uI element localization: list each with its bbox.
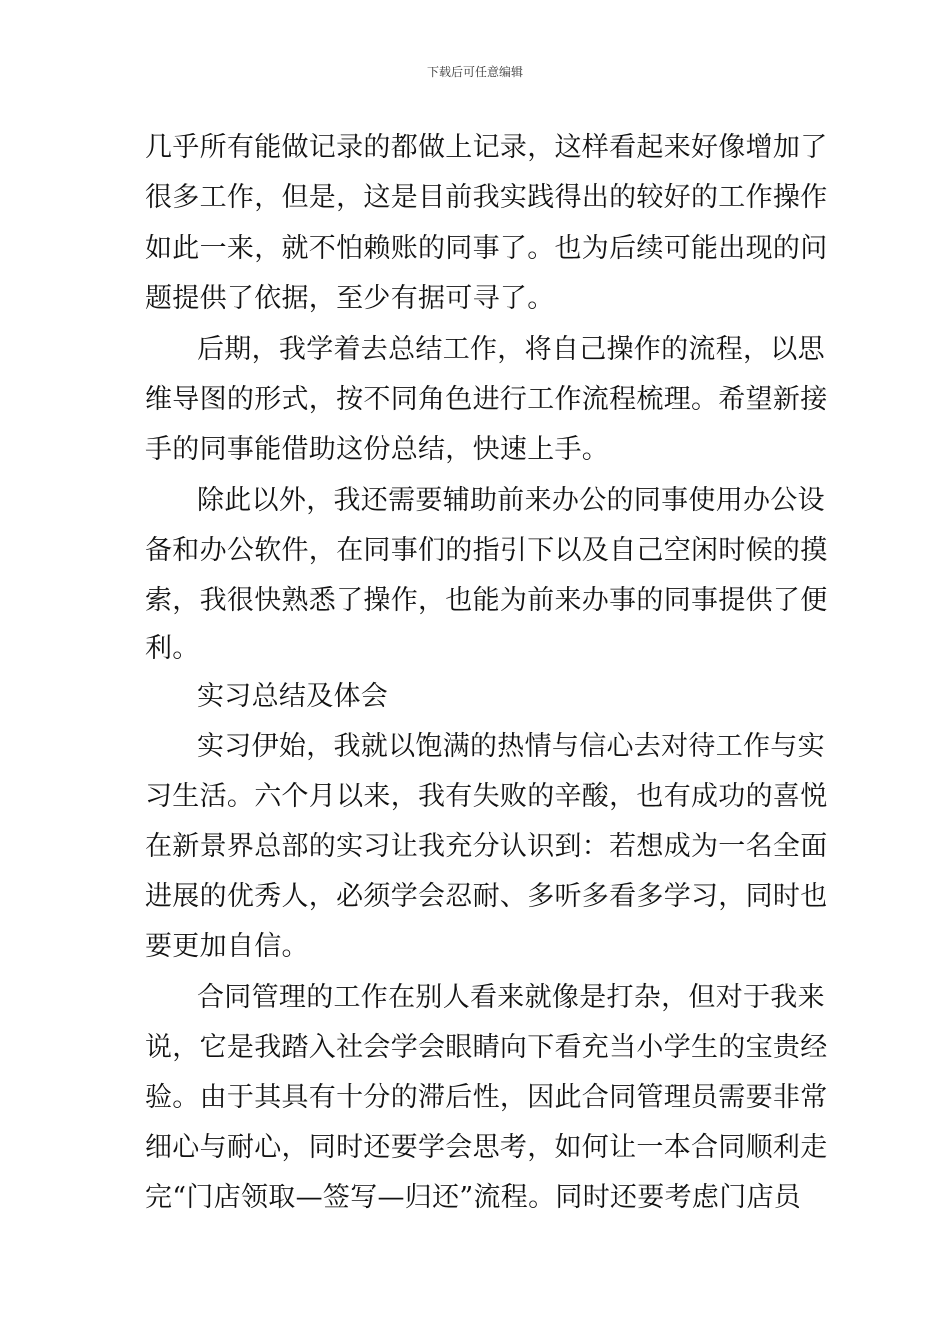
- text-line: 验。由于其具有十分的滞后性，因此合同管理员需要非常: [145, 1082, 828, 1113]
- text-line: 习生活。六个月以来，我有失败的辛酸，也有成功的喜悦: [145, 781, 828, 812]
- text-line: 在新景界总部的实习让我充分认识到：若想成为一名全面: [145, 831, 828, 862]
- text-line: 索，我很快熟悉了操作，也能为前来办事的同事提供了便: [145, 585, 828, 616]
- section-heading: 实习总结及体会: [197, 681, 389, 712]
- text-line: 备和办公软件，在同事们的指引下以及自己空闲时候的摸: [145, 535, 828, 566]
- text-line: 手的同事能借助这份总结，快速上手。: [145, 434, 610, 465]
- text-line: 题提供了依据，至少有据可寻了。: [145, 283, 555, 314]
- text-line: 细心与耐心，同时还要学会思考，如何让一本合同顺利走: [145, 1132, 828, 1163]
- text-line: 说，它是我踏入社会学会眼睛向下看充当小学生的宝贵经: [145, 1032, 828, 1063]
- text-line: 几乎所有能做记录的都做上记录，这样看起来好像增加了: [145, 132, 828, 163]
- text-line: 维导图的形式，按不同角色进行工作流程梳理。希望新接: [145, 384, 828, 415]
- page-header: 下载后可任意编辑: [426, 65, 523, 79]
- paragraph-first-line: 实习伊始，我就以饱满的热情与信心去对待工作与实: [197, 731, 825, 762]
- text-line: 如此一来，就不怕赖账的同事了。也为后续可能出现的问: [145, 233, 828, 264]
- text-line: 很多工作，但是，这是目前我实践得出的较好的工作操作: [145, 182, 828, 213]
- text-line: 完“门店领取—签写—归还”流程。同时还要考虑门店员: [145, 1182, 802, 1213]
- paragraph-first-line: 后期，我学着去总结工作，将自己操作的流程，以思: [197, 334, 825, 365]
- text-line: 利。: [145, 633, 200, 664]
- paragraph-first-line: 合同管理的工作在别人看来就像是打杂，但对于我来: [197, 982, 825, 1013]
- paragraph-first-line: 除此以外，我还需要辅助前来办公的同事使用办公设: [197, 485, 825, 516]
- text-line: 进展的优秀人，必须学会忍耐、多听多看多学习，同时也: [145, 881, 828, 912]
- text-line: 要更加自信。: [145, 931, 309, 962]
